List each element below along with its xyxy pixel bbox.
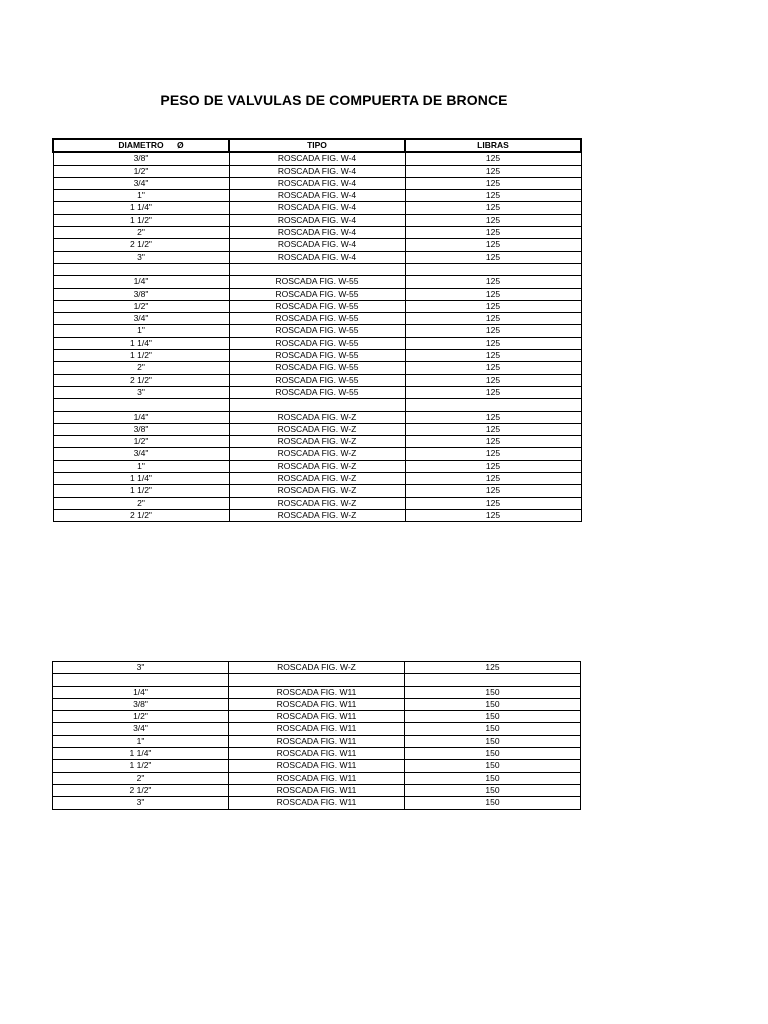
cell-diametro <box>53 399 229 411</box>
table-row <box>53 251 581 263</box>
cell-tipo: ROSCADA FIG. W-Z <box>229 411 405 423</box>
table-row <box>53 674 581 686</box>
cell-tipo: ROSCADA FIG. W11 <box>229 711 405 723</box>
table-row <box>53 662 581 674</box>
cell-libras: 125 <box>405 227 581 239</box>
cell-libras: 125 <box>405 276 581 288</box>
cell-diametro: 2" <box>53 497 229 509</box>
cell-tipo: ROSCADA FIG. W11 <box>229 748 405 760</box>
cell-libras: 150 <box>405 723 581 735</box>
cell-libras: 150 <box>405 760 581 772</box>
cell-libras: 125 <box>405 448 581 460</box>
cell-libras: 150 <box>405 784 581 796</box>
table-row <box>53 748 581 760</box>
cell-libras: 125 <box>405 485 581 497</box>
cell-diametro: 1/2" <box>53 436 229 448</box>
cell-tipo: ROSCADA FIG. W-Z <box>229 497 405 509</box>
table-row <box>53 686 581 698</box>
table-row <box>53 239 581 251</box>
cell-libras: 125 <box>405 436 581 448</box>
cell-diametro: 2 1/2" <box>53 784 229 796</box>
cell-libras: 125 <box>405 460 581 472</box>
cell-tipo: ROSCADA FIG. W-4 <box>229 239 405 251</box>
cell-diametro: 1 1/4" <box>53 473 229 485</box>
table-row <box>53 276 581 288</box>
cell-libras: 125 <box>405 313 581 325</box>
cell-libras: 125 <box>405 165 581 177</box>
table-row <box>53 152 581 165</box>
cell-tipo: ROSCADA FIG. W-Z <box>229 473 405 485</box>
table-row <box>53 288 581 300</box>
table-row <box>53 436 581 448</box>
cell-tipo: ROSCADA FIG. W-Z <box>229 436 405 448</box>
cell-diametro: 1" <box>53 460 229 472</box>
cell-diametro: 3/8" <box>53 423 229 435</box>
table-row <box>53 177 581 189</box>
cell-tipo: ROSCADA FIG. W-4 <box>229 190 405 202</box>
table-row <box>53 227 581 239</box>
document-title: PESO DE VALVULAS DE COMPUERTA DE BRONCE <box>160 92 508 108</box>
cell-libras: 150 <box>405 735 581 747</box>
cell-diametro: 3/8" <box>53 152 229 165</box>
cell-libras: 150 <box>405 698 581 710</box>
table-row <box>53 313 581 325</box>
cell-diametro: 3/8" <box>53 288 229 300</box>
table-row <box>53 263 581 275</box>
table-row <box>53 399 581 411</box>
cell-tipo: ROSCADA FIG. W11 <box>229 760 405 772</box>
table-row <box>53 362 581 374</box>
cell-diametro: 3" <box>53 386 229 398</box>
table-row <box>53 423 581 435</box>
cell-diametro: 3" <box>53 662 229 674</box>
cell-tipo: ROSCADA FIG. W-4 <box>229 165 405 177</box>
cell-diametro <box>53 674 229 686</box>
cell-tipo: ROSCADA FIG. W-4 <box>229 177 405 189</box>
table-row <box>53 325 581 337</box>
cell-diametro: 2" <box>53 227 229 239</box>
cell-libras <box>405 263 581 275</box>
cell-libras: 125 <box>405 239 581 251</box>
cell-libras: 125 <box>405 662 581 674</box>
cell-tipo: ROSCADA FIG. W-Z <box>229 423 405 435</box>
cell-libras: 125 <box>405 251 581 263</box>
cell-tipo: ROSCADA FIG. W-55 <box>229 337 405 349</box>
cell-libras: 150 <box>405 711 581 723</box>
header-libras: LIBRAS <box>405 139 581 152</box>
cell-libras: 125 <box>405 190 581 202</box>
table-row <box>53 350 581 362</box>
cell-tipo: ROSCADA FIG. W-Z <box>229 662 405 674</box>
cell-libras: 125 <box>405 300 581 312</box>
cell-diametro: 1 1/2" <box>53 485 229 497</box>
cell-tipo: ROSCADA FIG. W-Z <box>229 448 405 460</box>
cell-libras: 125 <box>405 350 581 362</box>
cell-libras: 125 <box>405 386 581 398</box>
table-row <box>53 411 581 423</box>
cell-diametro: 3" <box>53 797 229 809</box>
cell-diametro: 1 1/4" <box>53 202 229 214</box>
cell-libras: 125 <box>405 497 581 509</box>
cell-tipo: ROSCADA FIG. W11 <box>229 797 405 809</box>
cell-tipo: ROSCADA FIG. W-4 <box>229 214 405 226</box>
cell-diametro: 1" <box>53 325 229 337</box>
cell-tipo: ROSCADA FIG. W-55 <box>229 276 405 288</box>
cell-libras: 125 <box>405 214 581 226</box>
table-row <box>53 214 581 226</box>
cell-libras: 125 <box>405 288 581 300</box>
table-row <box>53 300 581 312</box>
table-row <box>53 497 581 509</box>
header-diametro <box>53 139 229 152</box>
cell-tipo: ROSCADA FIG. W-55 <box>229 313 405 325</box>
cell-diametro: 3" <box>53 251 229 263</box>
table-row <box>53 797 581 809</box>
cell-libras: 150 <box>405 772 581 784</box>
cell-libras: 125 <box>405 423 581 435</box>
cell-diametro <box>53 263 229 275</box>
cell-diametro: 1/4" <box>53 686 229 698</box>
table-row <box>53 760 581 772</box>
cell-tipo: ROSCADA FIG. W-55 <box>229 288 405 300</box>
cell-libras: 125 <box>405 509 581 521</box>
cell-tipo: ROSCADA FIG. W-55 <box>229 325 405 337</box>
cell-tipo: ROSCADA FIG. W11 <box>229 784 405 796</box>
cell-tipo: ROSCADA FIG. W-55 <box>229 386 405 398</box>
cell-tipo: ROSCADA FIG. W11 <box>229 772 405 784</box>
table-row <box>53 473 581 485</box>
cell-diametro: 1 1/2" <box>53 760 229 772</box>
cell-libras <box>405 399 581 411</box>
cell-libras: 150 <box>405 748 581 760</box>
cell-tipo: ROSCADA FIG. W-55 <box>229 300 405 312</box>
cell-diametro: 2" <box>53 362 229 374</box>
cell-diametro: 2" <box>53 772 229 784</box>
cell-diametro: 1/4" <box>53 411 229 423</box>
cell-diametro: 2 1/2" <box>53 374 229 386</box>
cell-tipo: ROSCADA FIG. W-55 <box>229 374 405 386</box>
cell-libras: 125 <box>405 411 581 423</box>
table-row <box>53 784 581 796</box>
table-row <box>53 698 581 710</box>
table-row <box>53 509 581 521</box>
cell-libras: 125 <box>405 374 581 386</box>
cell-libras: 125 <box>405 473 581 485</box>
table-row <box>53 202 581 214</box>
cell-tipo: ROSCADA FIG. W-4 <box>229 227 405 239</box>
cell-libras: 150 <box>405 797 581 809</box>
cell-tipo: ROSCADA FIG. W11 <box>229 735 405 747</box>
cell-libras: 125 <box>405 337 581 349</box>
cell-diametro: 3/8" <box>53 698 229 710</box>
diameter-symbol: Ø <box>177 140 184 150</box>
cell-libras: 125 <box>405 152 581 165</box>
valve-weight-table-continued <box>52 661 581 810</box>
table-row <box>53 190 581 202</box>
cell-tipo: ROSCADA FIG. W-Z <box>229 460 405 472</box>
cell-tipo <box>229 263 405 275</box>
cell-tipo: ROSCADA FIG. W11 <box>229 723 405 735</box>
table-row <box>53 337 581 349</box>
cell-diametro: 2 1/2" <box>53 509 229 521</box>
cell-diametro: 1/2" <box>53 711 229 723</box>
cell-tipo: ROSCADA FIG. W-55 <box>229 362 405 374</box>
cell-diametro: 1 1/2" <box>53 350 229 362</box>
cell-diametro: 3/4" <box>53 313 229 325</box>
table-row <box>53 448 581 460</box>
cell-libras: 150 <box>405 686 581 698</box>
cell-tipo: ROSCADA FIG. W-4 <box>229 202 405 214</box>
table-row <box>53 723 581 735</box>
table-row <box>53 735 581 747</box>
header-tipo: TIPO <box>229 139 405 152</box>
cell-tipo: ROSCADA FIG. W11 <box>229 686 405 698</box>
cell-diametro: 3/4" <box>53 448 229 460</box>
cell-diametro: 2 1/2" <box>53 239 229 251</box>
table-row <box>53 485 581 497</box>
cell-tipo <box>229 399 405 411</box>
cell-tipo: ROSCADA FIG. W-55 <box>229 350 405 362</box>
cell-diametro: 1 1/2" <box>53 214 229 226</box>
cell-tipo <box>229 674 405 686</box>
cell-diametro: 1 1/4" <box>53 748 229 760</box>
table-header-row <box>53 139 581 152</box>
table-row <box>53 374 581 386</box>
cell-tipo: ROSCADA FIG. W-4 <box>229 251 405 263</box>
cell-tipo: ROSCADA FIG. W11 <box>229 698 405 710</box>
table-row <box>53 460 581 472</box>
cell-diametro: 3/4" <box>53 723 229 735</box>
cell-libras <box>405 674 581 686</box>
cell-diametro: 1/2" <box>53 300 229 312</box>
cell-diametro: 1/4" <box>53 276 229 288</box>
header-diametro-label: DIAMETRO <box>118 140 164 150</box>
cell-tipo: ROSCADA FIG. W-Z <box>229 509 405 521</box>
cell-libras: 125 <box>405 362 581 374</box>
cell-libras: 125 <box>405 202 581 214</box>
valve-weight-table <box>52 138 582 522</box>
table-row <box>53 772 581 784</box>
table-row <box>53 165 581 177</box>
table-row <box>53 386 581 398</box>
cell-libras: 125 <box>405 177 581 189</box>
cell-diametro: 3/4" <box>53 177 229 189</box>
cell-tipo: ROSCADA FIG. W-4 <box>229 152 405 165</box>
cell-diametro: 1 1/4" <box>53 337 229 349</box>
cell-diametro: 1" <box>53 190 229 202</box>
cell-diametro: 1/2" <box>53 165 229 177</box>
cell-libras: 125 <box>405 325 581 337</box>
cell-tipo: ROSCADA FIG. W-Z <box>229 485 405 497</box>
table-row <box>53 711 581 723</box>
cell-diametro: 1" <box>53 735 229 747</box>
